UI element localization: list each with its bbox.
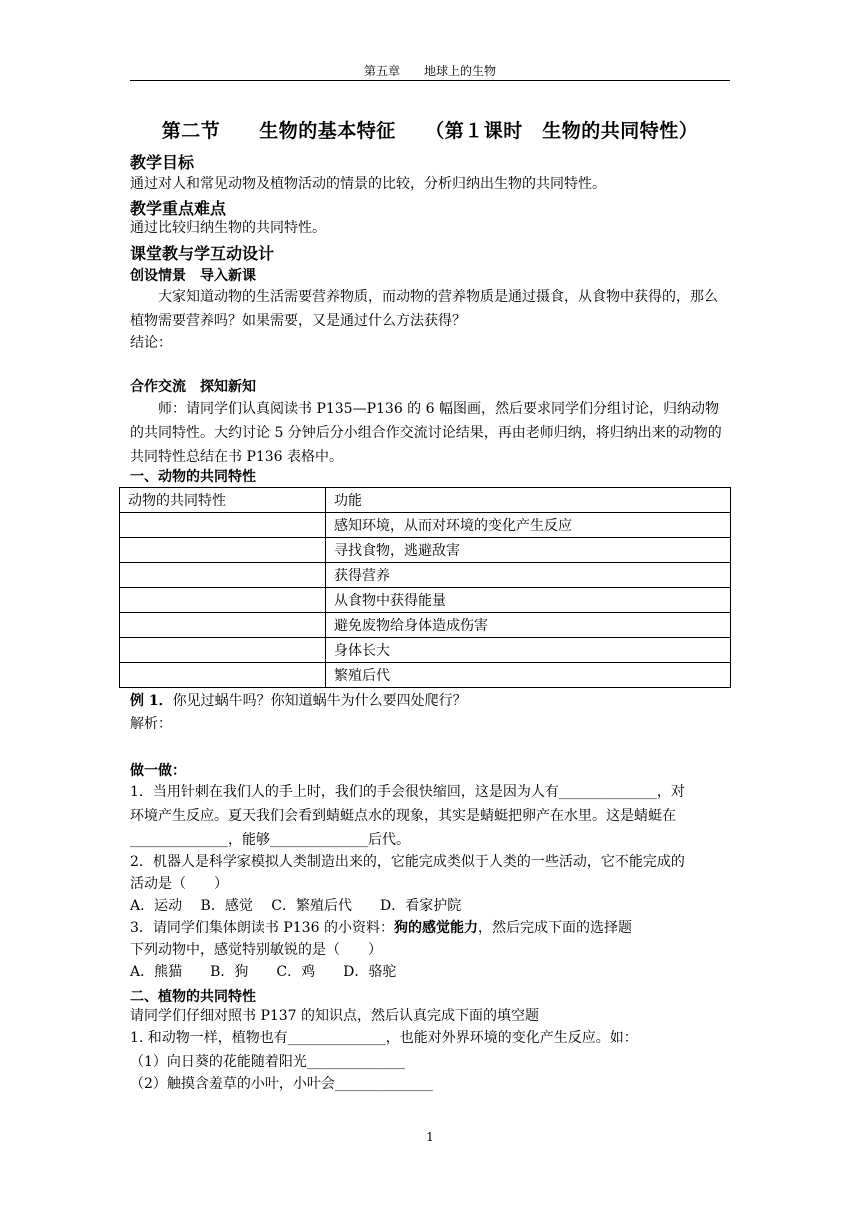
table-row [120,638,731,663]
plant-intro: 请同学们仔细对照书 P137 的知识点，然后认真完成下面的填空题 [130,1008,540,1024]
table-row [120,663,731,688]
table-cell-empty [120,613,326,638]
intro-conclusion: 结论： [130,335,172,351]
plant-section-heading: 二、植物的共同特性 [130,989,256,1005]
table-cell-function: 感知环境，从而对环境的变化产生反应 [326,513,731,538]
page-header: 第五章 地球上的生物 [363,64,496,78]
table-cell-empty [120,538,326,563]
table-cell-empty [120,663,326,688]
table-cell-function: 避免废物给身体造成伤害 [326,613,731,638]
goals-heading: 教学目标 [130,153,195,172]
table-row [120,513,731,538]
practice-q3-line1 [130,916,730,940]
table-header-trait: 动物的共同特性 [120,488,326,513]
design-heading: 课堂教与学互动设计 [130,244,275,263]
table-row [120,588,731,613]
table-cell-empty [120,638,326,663]
explore-paragraph: 师：请同学们认真阅读书 P135—P136 的 6 幅图画，然后要求同学们分组讨论，归纳动物的共同特性。大约讨论 5 分钟后分小组合作交流讨论结果，再由老师归纳，将归纳出来的动物的共同特性总结在书 P136 表格中。 [130,401,722,465]
practice-q1-line1: 1．当用针刺在我们人的手上时，我们的手会很快缩回，这是因为人有______________，对 [130,784,685,800]
practice-q2-options: A．运动 B．感觉 C．繁殖后代 D．看家护院 [130,898,462,914]
lesson-title: 第二节 生物的基本特征 （第１课时 生物的共同特性） [161,120,699,142]
animal-section-heading: 一、动物的共同特性 [130,469,256,485]
practice-q1-line3: ______________，能够______________后代。 [130,832,410,848]
intro-heading: 创设情景 导入新课 [130,268,256,284]
example-answer: 解析： [130,716,172,732]
header-rule [130,80,730,81]
plant-item-1: （1）向日葵的花能随着阳光______________ [130,1054,405,1070]
plant-item-2: （2）触摸含羞草的小叶，小叶会______________ [130,1076,433,1092]
table-row [120,563,731,588]
table-header-function: 功能 [326,488,731,513]
intro-paragraph: 大家知道动物的生活需要营养物质，而动物的营养物质是通过摄食，从食物中获得的，那么植物需要营养吗？如果需要，又是通过什么方法获得？ [130,289,718,329]
keypoints-text: 通过比较归纳生物的共同特性。 [130,220,326,236]
explore-heading: 合作交流 探知新知 [130,379,256,395]
practice-q2-line2: 活动是（ ） [130,876,228,892]
table-cell-function: 获得营养 [326,563,731,588]
table-cell-function: 身体长大 [326,638,731,663]
example-label: 例 1． [130,693,173,709]
table-cell-function: 从食物中获得能量 [326,588,731,613]
practice-q3-line2: 下列动物中，感觉特别敏锐的是（ ） [130,942,382,958]
practice-q3-options: A．熊猫 B．狗 C．鸡 D．骆驼 [130,964,397,980]
example-question [130,689,730,713]
table-cell-empty [120,588,326,613]
animal-traits-table [119,487,731,688]
example-text: 你见过蜗牛吗？你知道蜗牛为什么要四处爬行？ [172,693,467,709]
q3-bold-topic: 狗的感觉能力 [393,920,478,936]
table-header-row [120,488,731,513]
page-number: 1 [426,1130,434,1144]
table-row [120,613,731,638]
practice-heading: 做一做： [130,763,186,779]
table-cell-function: 繁殖后代 [326,663,731,688]
goals-text: 通过对人和常见动物及植物活动的情景的比较，分析归纳出生物的共同特性。 [130,176,606,192]
table-cell-empty [120,513,326,538]
table-cell-function: 寻找食物，逃避敌害 [326,538,731,563]
q3-prefix: 3．请同学们集体朗读书 P136 的小资料： [130,920,394,936]
table-cell-empty [120,563,326,588]
table-row [120,538,731,563]
keypoints-heading: 教学重点难点 [130,199,227,218]
practice-q1-line2: 环境产生反应。夏天我们会看到蜻蜓点水的现象，其实是蜻蜓把卵产在水里。这是蜻蜓在 [130,808,676,824]
plant-q1: 1. 和动物一样，植物也有______________，也能对外界环境的变化产生反应。如： [130,1030,638,1046]
practice-q2-line1: 2．机器人是科学家模拟人类制造出来的，它能完成类似于人类的一些活动，它不能完成的 [130,854,685,870]
q3-suffix: ，然后完成下面的选择题 [477,920,632,936]
